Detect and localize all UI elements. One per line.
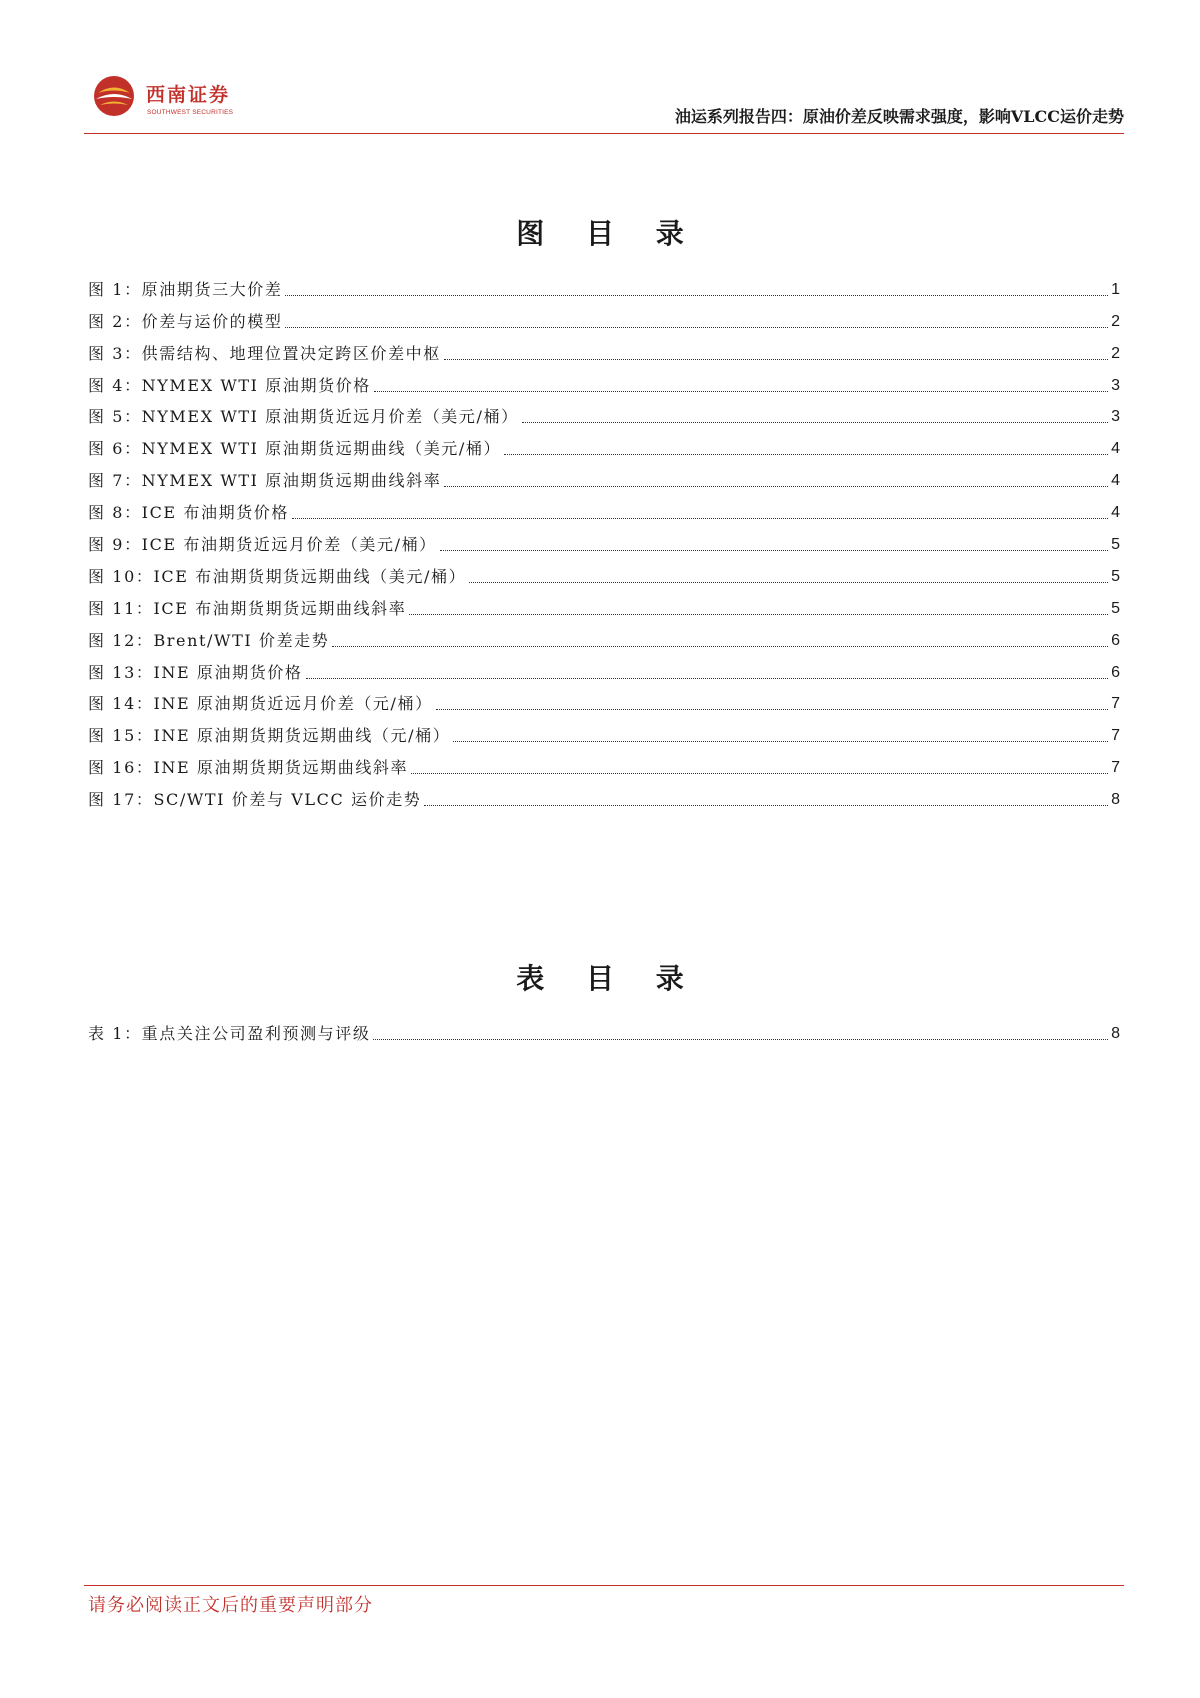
toc-dot-leader [306, 678, 1109, 679]
toc-dot-leader [444, 486, 1108, 487]
toc-dot-leader [409, 614, 1108, 615]
toc-dot-leader [469, 582, 1108, 583]
figure-toc-entry[interactable] [88, 427, 1120, 459]
toc-page-number[interactable]: 4 [1111, 472, 1120, 490]
toc-entry-label[interactable]: 图 8：ICE 布油期货价格 [88, 503, 289, 523]
toc-page-number[interactable]: 6 [1111, 663, 1120, 681]
logo-chinese-name: 西南证券 [146, 84, 231, 106]
footer-disclaimer: 请务必阅读正文后的重要声明部分 [88, 1595, 373, 1616]
toc-dot-leader [285, 327, 1108, 328]
toc-dot-leader [453, 741, 1108, 742]
toc-page-number[interactable]: 2 [1111, 344, 1120, 362]
page-header [84, 66, 1124, 136]
toc-entry-label[interactable]: 图 11：ICE 布油期货期货远期曲线斜率 [88, 598, 407, 618]
toc-page-number[interactable]: 7 [1111, 759, 1120, 777]
toc-dot-leader [440, 550, 1108, 551]
toc-page-number[interactable]: 7 [1111, 695, 1120, 713]
toc-entry-label[interactable]: 图 16：INE 原油期货期货远期曲线斜率 [88, 758, 409, 778]
figure-toc-entry[interactable] [88, 651, 1120, 683]
toc-entry-label[interactable]: 图 10：ICE 布油期货期货远期曲线（美元/桶） [88, 566, 467, 586]
figure-toc-entry[interactable] [88, 746, 1120, 778]
figure-toc-entry[interactable] [88, 459, 1120, 491]
toc-entry-label[interactable]: 图 6：NYMEX WTI 原油期货远期曲线（美元/桶） [88, 439, 502, 459]
toc-page-number[interactable]: 8 [1111, 1024, 1120, 1042]
header-divider [84, 133, 1124, 134]
figure-toc-entry[interactable] [88, 523, 1120, 555]
toc-page-number[interactable]: 3 [1111, 408, 1120, 426]
toc-page-number[interactable]: 4 [1111, 440, 1120, 458]
toc-dot-leader [411, 773, 1108, 774]
report-title: 油运系列报告四：原油价差反映需求强度，影响VLCC运价走势 [674, 107, 1124, 126]
toc-dot-leader [424, 805, 1108, 806]
toc-page-number[interactable]: 3 [1111, 376, 1120, 394]
toc-dot-leader [436, 709, 1108, 710]
toc-entry-label[interactable]: 图 13：INE 原油期货价格 [88, 662, 303, 682]
figure-toc-entry[interactable] [88, 268, 1120, 300]
toc-dot-leader [444, 359, 1108, 360]
toc-entry-label[interactable]: 图 9：ICE 布油期货近远月价差（美元/桶） [88, 535, 437, 555]
figure-toc-entry[interactable] [88, 396, 1120, 428]
figure-toc-entry[interactable] [88, 683, 1120, 715]
toc-entry-label[interactable]: 图 15：INE 原油期货期货远期曲线（元/桶） [88, 726, 451, 746]
table-toc-entry[interactable] [88, 1012, 1120, 1044]
toc-entry-label[interactable]: 图 3：供需结构、地理位置决定跨区价差中枢 [88, 343, 441, 363]
tables-toc-list [88, 1012, 1120, 1044]
toc-entry-label[interactable]: 图 7：NYMEX WTI 原油期货远期曲线斜率 [88, 471, 442, 491]
figures-toc-list [88, 268, 1120, 810]
toc-page-number[interactable]: 2 [1111, 312, 1120, 330]
tables-toc-title: 表 目 录 [516, 962, 700, 995]
figure-toc-entry[interactable] [88, 714, 1120, 746]
figure-toc-entry[interactable] [88, 555, 1120, 587]
toc-page-number[interactable]: 5 [1111, 536, 1120, 554]
toc-dot-leader [373, 1039, 1108, 1040]
toc-dot-leader [374, 391, 1108, 392]
toc-entry-label[interactable]: 图 5：NYMEX WTI 原油期货近远月价差（美元/桶） [88, 407, 519, 427]
toc-page-number[interactable]: 5 [1111, 599, 1120, 617]
figure-toc-entry[interactable] [88, 619, 1120, 651]
toc-dot-leader [285, 295, 1108, 296]
toc-page-number[interactable]: 1 [1111, 280, 1120, 298]
toc-page-number[interactable]: 4 [1111, 504, 1120, 522]
figure-toc-entry[interactable] [88, 587, 1120, 619]
toc-entry-label[interactable]: 图 12：Brent/WTI 价差走势 [88, 630, 330, 650]
toc-entry-label[interactable]: 图 2：价差与运价的模型 [88, 311, 283, 331]
toc-dot-leader [292, 518, 1108, 519]
toc-page-number[interactable]: 7 [1111, 727, 1120, 745]
figures-toc-title: 图 目 录 [516, 217, 700, 250]
toc-dot-leader [504, 454, 1108, 455]
toc-page-number[interactable]: 6 [1111, 631, 1120, 649]
figure-toc-entry[interactable] [88, 332, 1120, 364]
figure-toc-entry[interactable] [88, 364, 1120, 396]
toc-entry-label[interactable]: 图 4：NYMEX WTI 原油期货价格 [88, 375, 371, 395]
toc-entry-label[interactable]: 图 1：原油期货三大价差 [88, 279, 283, 299]
toc-page-number[interactable]: 5 [1111, 567, 1120, 585]
logo-english-name: SOUTHWEST SECURITIES [147, 109, 234, 116]
toc-dot-leader [332, 646, 1108, 647]
company-logo-icon [92, 74, 136, 118]
toc-page-number[interactable]: 8 [1111, 791, 1120, 809]
toc-dot-leader [522, 422, 1108, 423]
toc-entry-label[interactable]: 表 1：重点关注公司盈利预测与评级 [88, 1023, 371, 1043]
footer-divider [84, 1585, 1124, 1586]
figure-toc-entry[interactable] [88, 778, 1120, 810]
toc-entry-label[interactable]: 图 14：INE 原油期货近远月价差（元/桶） [88, 694, 433, 714]
figure-toc-entry[interactable] [88, 491, 1120, 523]
figure-toc-entry[interactable] [88, 300, 1120, 332]
toc-entry-label[interactable]: 图 17：SC/WTI 价差与 VLCC 运价走势 [88, 790, 422, 810]
